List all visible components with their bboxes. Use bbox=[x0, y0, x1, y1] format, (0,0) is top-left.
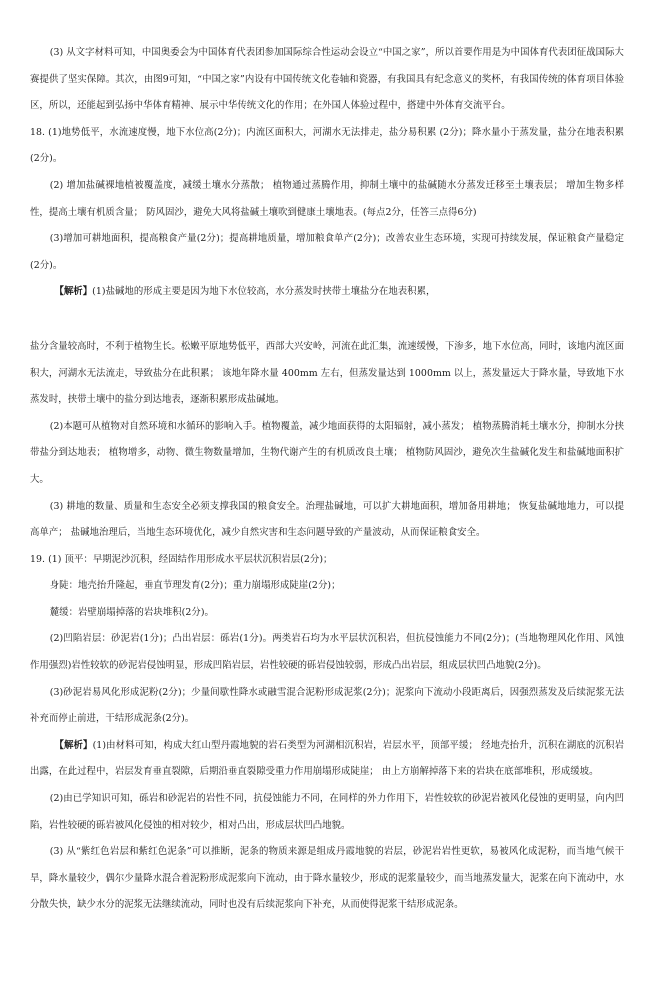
page-gap bbox=[30, 306, 624, 334]
analysis-text-19: (1)由材料可知，构成大红山型丹霞地貌的岩石类型为河湖相沉积岩，岩层水平，顶部平缓； 经地壳抬升，沉积在湖底的沉积岩出露，在此过程中，岩层发育垂直裂隙，后期沿垂直裂隙受重力作用崩塌形成陡崖； 由上方崩解掉落下来的岩块在底部堆积，形成缓坡。 bbox=[30, 739, 625, 778]
answer-q19-3: (3)砂泥岩易风化形成泥粉(2分)；少量间歇性降水或融雪混合泥粉形成泥浆(2分)；泥浆向下流动小段距离后，因强烈蒸发及后续泥浆无法补充而停止前进，干结形成泥条(2分)。 bbox=[30, 686, 624, 725]
answer-q18-2: (2) 增加盐碱裸地植被覆盖度，减缓土壤水分蒸散； 植物通过蒸腾作用，抑制土壤中的盐碱随水分蒸发迁移至土壤表层； 增加生物多样性，提高土壤有机质含量； 防风固沙，避免大风将盐碱土壤吹到健康土壤地表。(每点2分，任答三点得6分) bbox=[30, 179, 624, 218]
analysis-text: (1)盐碱地的形成主要是因为地下水位较高，水分蒸发时挟带土壤盐分在地表积累， bbox=[92, 286, 436, 298]
analysis-q18-3: (3) 耕地的数量、质量和生态安全必须支撑我国的粮食安全。治理盐碱地，可以扩大耕地面积，增加备用耕地； 恢复盐碱地地力，可以提高单产； 盐碱地治理后，当地生态环境优化，减少自然灾害和生态问题导致的产量波动，从而保证粮食安全。 bbox=[30, 500, 624, 539]
answer-q18-3: (3)增加可耕地面积，提高粮食产量(2分)；提高耕地质量，增加粮食单产(2分)；改善农业生态环境，实现可持续发展，保证粮食产量稳定(2分)。 bbox=[30, 233, 624, 271]
analysis-q18-2: (2)本题可从植物对自然环境和水循环的影响入手。植物覆盖，减少地面获得的太阳辐射，减小蒸发； 植物蒸腾消耗土壤水分，抑制水分挟带盐分到达地表； 植物增多，动物、微生物数量增加，生物代谢产生的有机质改良土壤； 植物防风固沙，避免次生盐碱化发生和盐碱地面积扩大。 bbox=[30, 420, 624, 485]
analysis-label-19: 【解析】 bbox=[54, 739, 93, 751]
analysis-q18-1-cont: 盐分含量较高时，不利于植物生长。松嫩平原地势低平，西部大兴安岭，河流在此汇集，流速缓慢，下渗多，地下水位高，同时，该地内流区面积大，河湖水无法流走，导致盐分在此积累； 该地年降水量 400mm 左右，但蒸发量达到 1000mm 以上，蒸发量远大于降水量，导致地下水蒸发时，挟带土壤中的盐分到达地表，逐渐积累形成盐碱地。 bbox=[30, 340, 624, 406]
analysis-q19-1 bbox=[30, 733, 624, 786]
answer-q18-1: 18. (1)地势低平，水流速度慢，地下水位高(2分)；内流区面积大，河湖水无法排走，盐分易积累 (2分)；降水量小于蒸发量，盐分在地表积累 (2分)。 bbox=[30, 126, 624, 165]
analysis-q19-3: (3) 从“紫红色岩层和紫红色泥条”可以推断，泥条的物质来源是组成丹霞地貌的岩层，砂泥岩岩性更软，易被风化成泥粉，而当地气候干旱，降水量较少，偶尔少量降水混合着泥粉形成泥浆向下流动，由于降水量较少，形成的泥浆量较少，而当地蒸发量大，泥浆在向下流动中，水分散失快，缺少水分的泥浆无法继续流动，同时也没有后续泥浆向下补充，从而使得泥浆干结形成泥条。 bbox=[30, 846, 624, 911]
answer-q19-1c: 麓缓：岩壁崩塌掉落的岩块堆积(2分)。 bbox=[49, 606, 214, 618]
answer-q19-2: (2)凹陷岩层：砂泥岩(1分)；凸出岩层：砾岩(1分)。两类岩石均为水平层状沉积岩，但抗侵蚀能力不同(2分)；(当地物理风化作用、风蚀作用强烈)岩性较软的砂泥岩侵蚀明显，形成凹陷岩层，岩性较硬的砾岩侵蚀较弱，形成凸出岩层，组成层状凹凸地貌(2分)。 bbox=[30, 633, 624, 672]
analysis-label: 【解析】 bbox=[54, 286, 93, 298]
paragraph-q17-3: (3) 从文字材料可知，中国奥委会为中国体育代表团参加国际综合性运动会设立“中国之家”，所以首要作用是为中国体育代表团征战国际大赛提供了坚实保障。其次，由图9可知，“中国之家”内设有中国传统文化卷轴和瓷器，有我国具有纪念意义的奖杯，有我国传统的体育项目体验区，所以，还能起到弘扬中华体育精神、展示中华传统文化的作用；在外国人体验过程中，搭建中外体育交流平台。 bbox=[30, 47, 624, 112]
answer-q19-1b: 身陡：地壳抬升隆起，垂直节理发育(2分)；重力崩塌形成陡崖(2分)； bbox=[49, 580, 341, 592]
analysis-q19-2: (2)由已学知识可知，砾岩和砂泥岩的岩性不同，抗侵蚀能力不同，在同样的外力作用下，岩性较软的砂泥岩被风化侵蚀的更明显，向内凹陷，岩性较硬的砾岩被风化侵蚀的相对较少，相对凸出，形成层状凹凸地貌。 bbox=[30, 793, 624, 831]
answer-q19-1: 19. (1) 顶平：早期泥沙沉积，经固结作用形成水平层状沉积岩层(2分)； bbox=[30, 553, 333, 565]
analysis-q18-intro bbox=[30, 279, 624, 306]
